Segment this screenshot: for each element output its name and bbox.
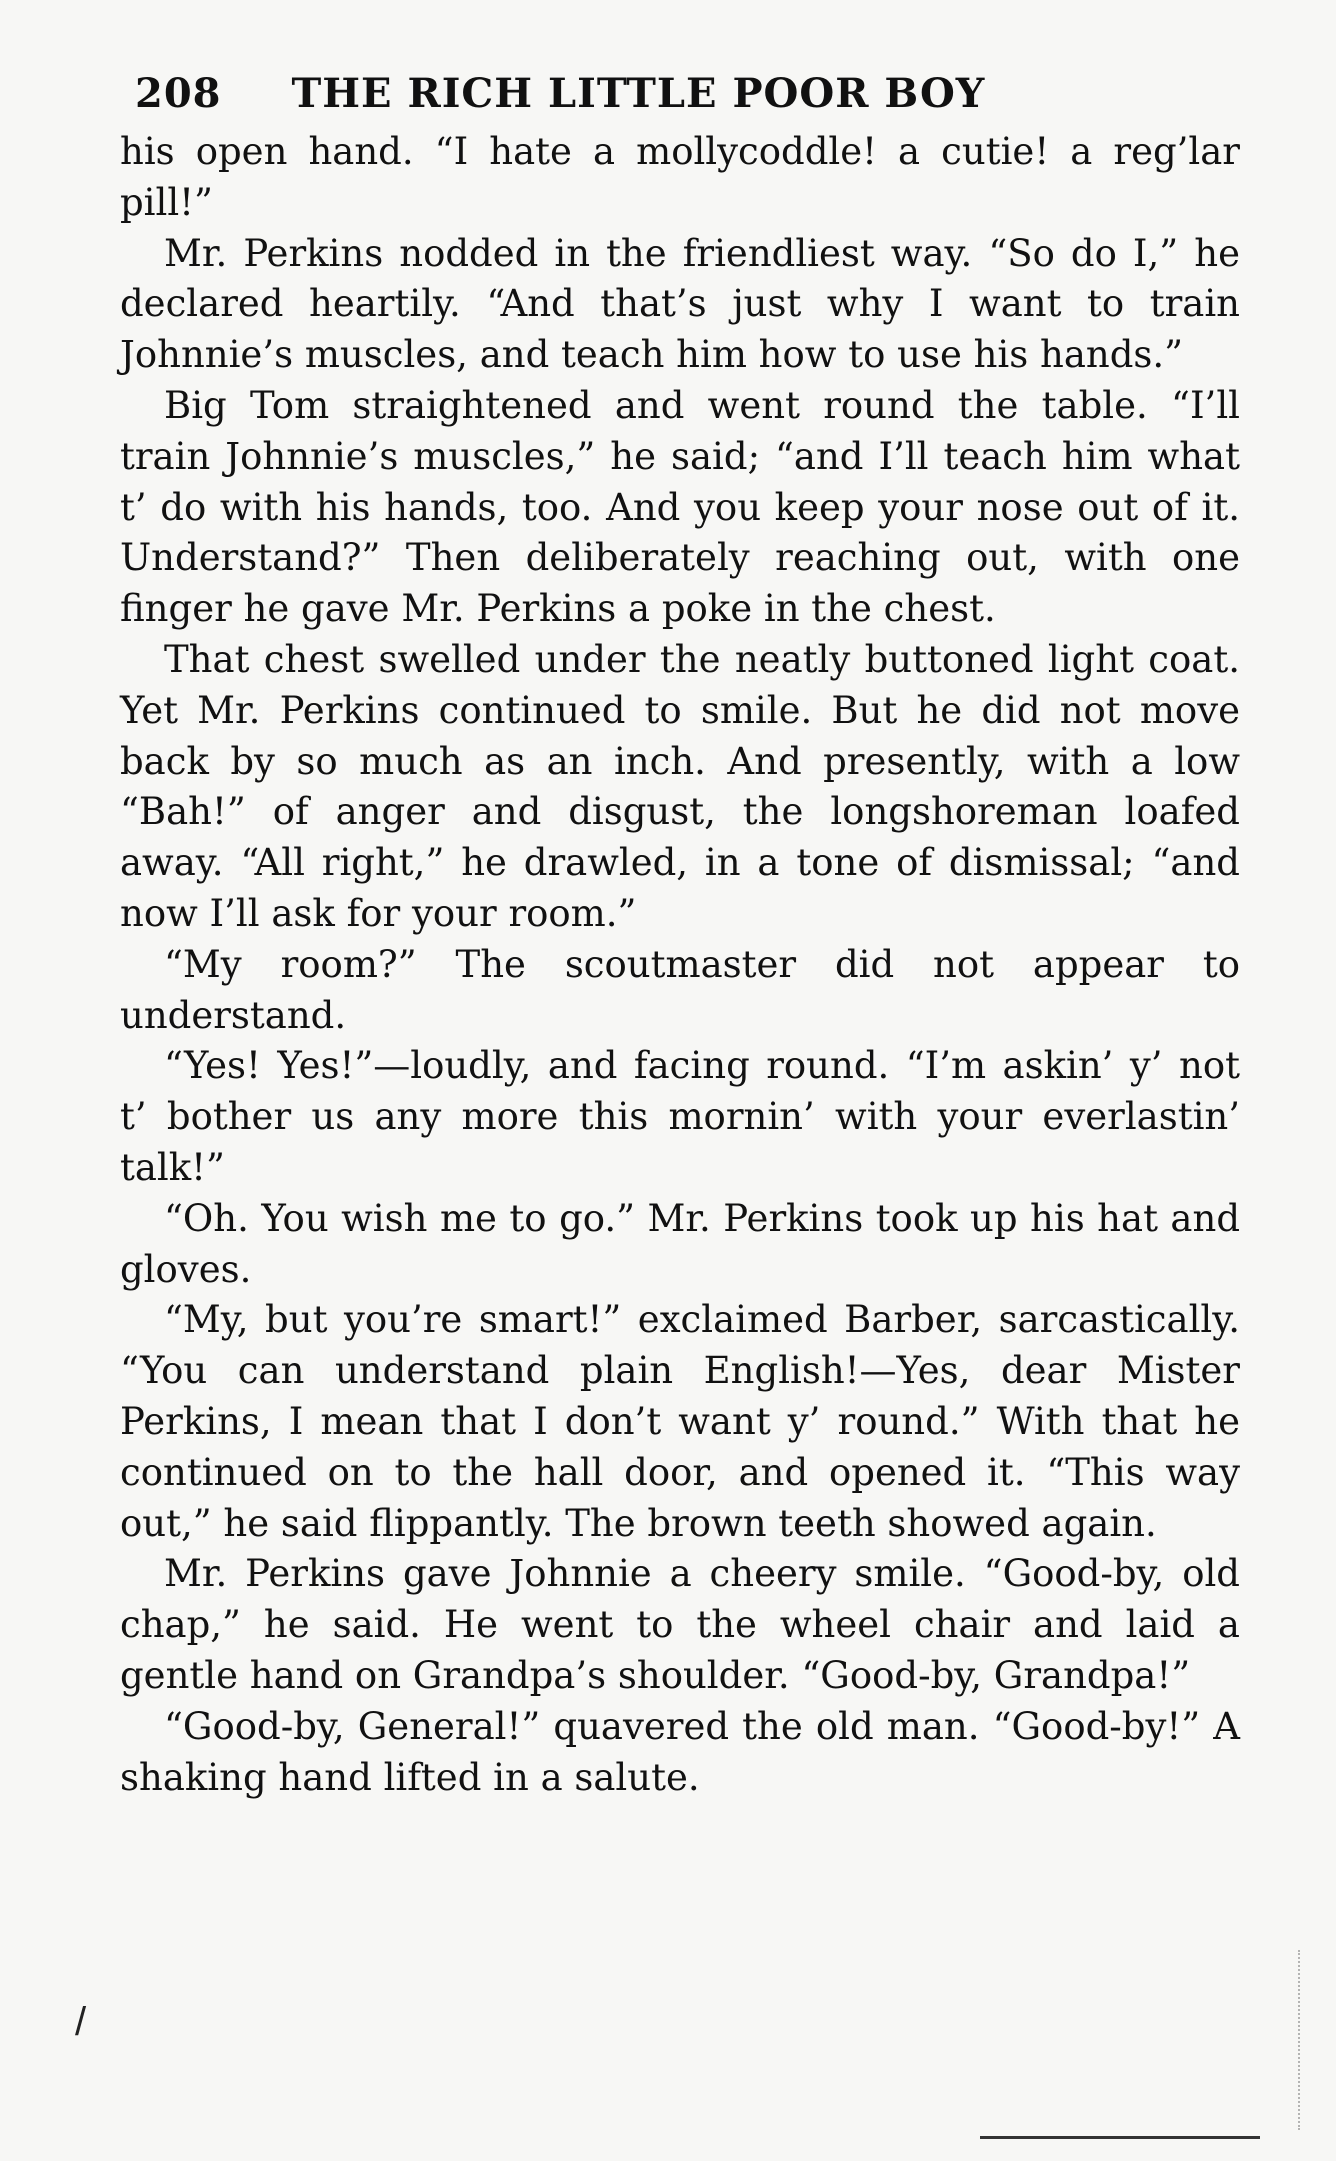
margin-mark: / [75,2000,87,2044]
book-page [120,70,1240,2100]
bottom-edge-rule [980,2136,1260,2139]
paragraph: his open hand. “I hate a mollycoddle! a cutie! a reg’lar pill!” [120,130,1240,224]
page-number: 208 [135,70,222,117]
paragraph: Big Tom straightened and went round the table. “I’ll train Johnnie’s muscles,” he said; “and I’ll teach him what t’ do with his hands, too. And you keep your nose out of it. Understand?” Then deliberately reaching out, with one finger he gave Mr. Perkins a poke in the chest. [120,383,1240,631]
paragraph: That chest swelled under the neatly buttoned light coat. Yet Mr. Perkins continued to smile. But he did not move back by so much as an inch. And presently, with a low “Bah!” of anger and disgust, the longshoreman loafed away. “All right,” he drawled, in a tone of dismissal; “and now I’ll ask for your room.” [120,637,1240,935]
running-head [135,70,1240,117]
paragraph: “My, but you’re smart!” exclaimed Barber, sarcastically. “You can understand plain English!—Yes, dear Mister Perkins, I mean that I don’t want y’ round.” With that he continued on to the hall door, and opened it. “This way out,” he said flippantly. The brown teeth showed again. [120,1298,1240,1545]
body-text [120,127,1240,1803]
paragraph: Mr. Perkins nodded in the friendliest way. “So do I,” he declared heartily. “And that’s just why I want to train Johnnie’s muscles, and teach him how to use his hands.” [120,231,1240,377]
paragraph: Mr. Perkins gave Johnnie a cheery smile. “Good-by, old chap,” he said. He went to the wheel chair and laid a gentle hand on Grandpa’s shoulder. “Good-by, Grandpa!” [120,1552,1240,1697]
paragraph: “My room?” The scoutmaster did not appear to understand. [120,942,1240,1037]
page-edge-specks [1270,1950,1300,2130]
paragraph: “Good-by, General!” quavered the old man. “Good-by!” A shaking hand lifted in a salute. [120,1704,1240,1799]
paragraph: “Oh. You wish me to go.” Mr. Perkins took up his hat and gloves. [120,1196,1240,1291]
paragraph: “Yes! Yes!”—loudly, and facing round. “I’m askin’ y’ not t’ bother us any more this mornin’ with your everlastin’ talk!” [120,1044,1240,1189]
running-title: THE RICH LITTLE POOR BOY [291,70,986,117]
